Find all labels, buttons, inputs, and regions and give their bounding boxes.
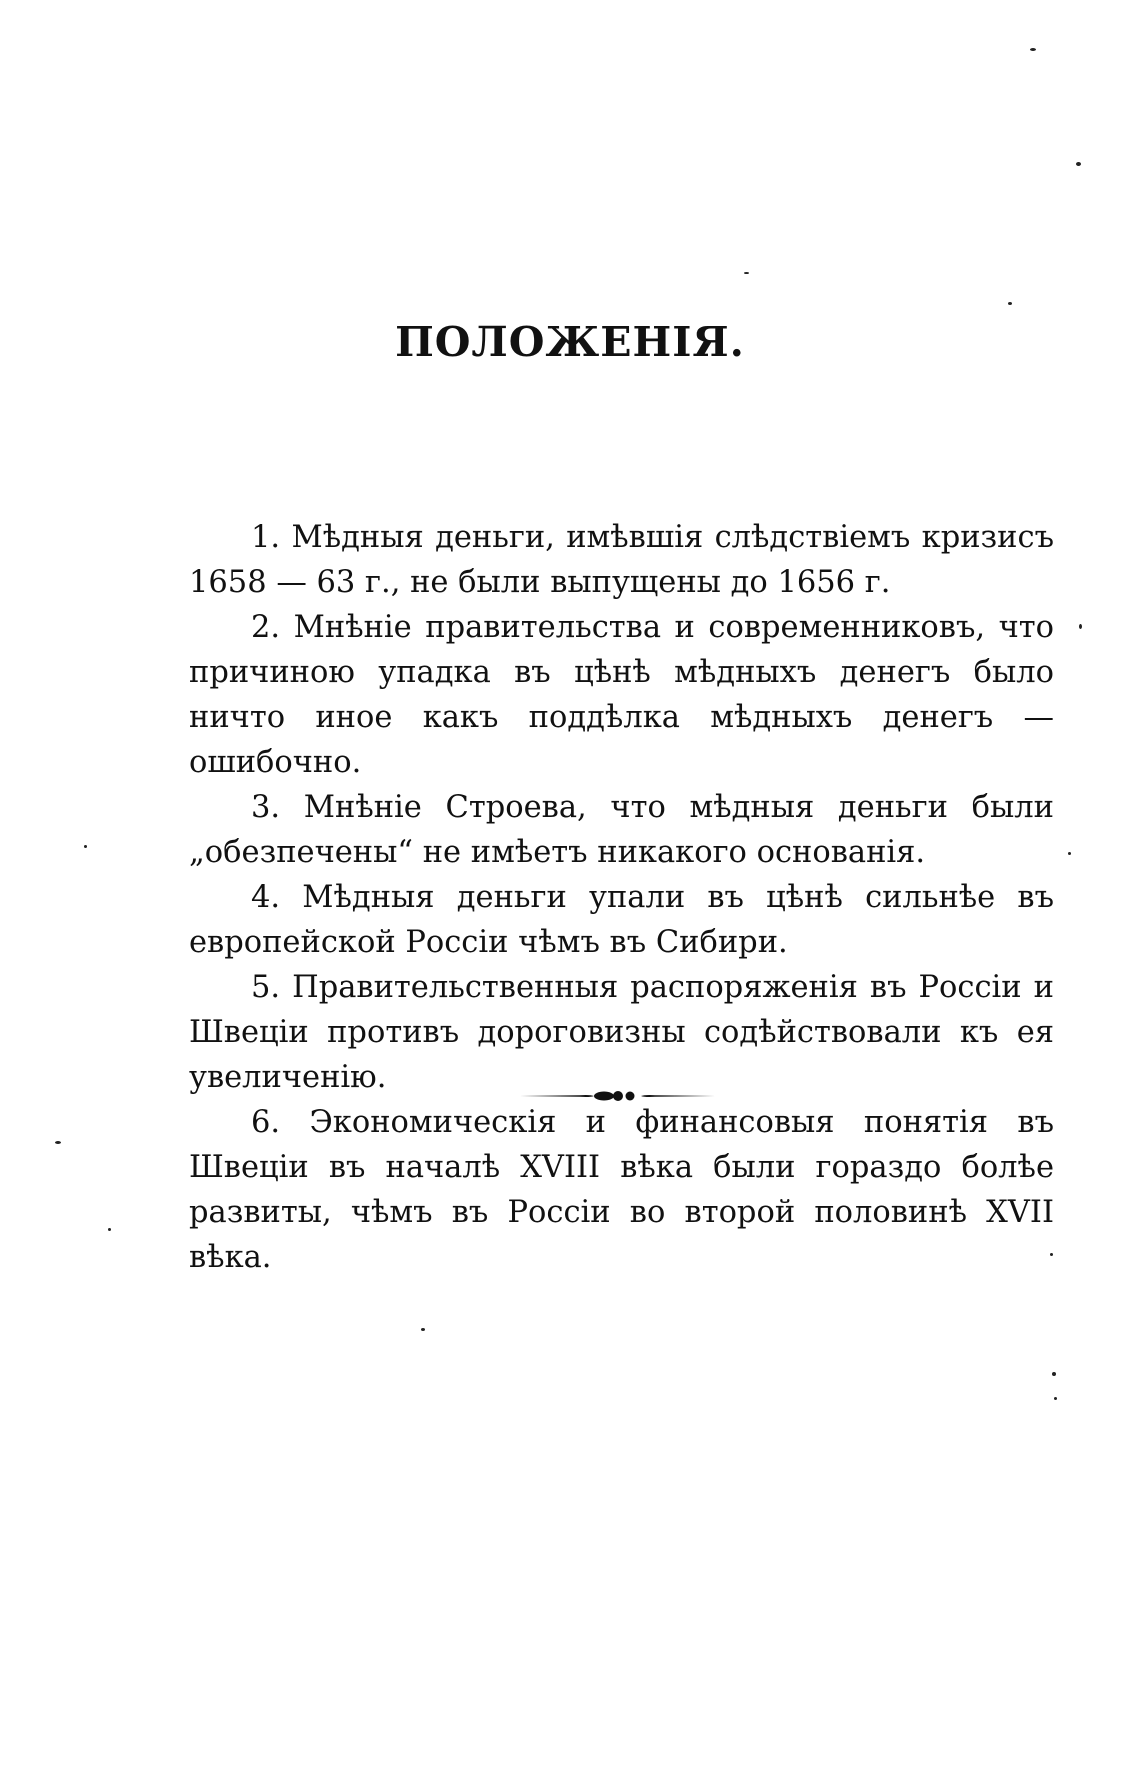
scan-speck: [421, 1328, 425, 1331]
scan-speck: [1030, 48, 1036, 51]
page-title: ПОЛОЖЕНІЯ.: [395, 318, 745, 366]
scan-speck: [1054, 1397, 1057, 1400]
ornament-bead: [626, 1092, 635, 1101]
scan-speck: [1079, 624, 1082, 629]
scan-speck: [84, 845, 87, 848]
ornament-bead: [613, 1091, 623, 1101]
scan-speck: [744, 272, 749, 274]
thesis-item: 2. Мнѣніе правительства и современниковъ, что причиною упадка въ цѣнѣ мѣдныхъ денегъ было ничто иное какъ поддѣлка мѣдныхъ денегъ — ошибочно.: [189, 610, 1054, 780]
thesis-item: 1. Мѣдныя деньги, имѣвшія слѣдствіемъ кризисъ 1658 — 63 г., не были выпущены до 1656 г.: [189, 520, 1054, 600]
theses-list: [189, 515, 1054, 1280]
ornament-bead: [594, 1092, 614, 1101]
scan-speck: [1076, 162, 1081, 166]
thesis-item: 3. Мнѣніе Строева, что мѣдныя деньги были „обезпечены“ не имѣетъ никакого основанія.: [189, 790, 1054, 870]
ornament-line: [641, 1095, 715, 1097]
thesis-item: 4. Мѣдныя деньги упали въ цѣнѣ сильнѣе въ европейской Россіи чѣмъ въ Сибири.: [189, 880, 1054, 960]
scan-speck: [1050, 1253, 1053, 1256]
ornament-divider-icon: [520, 1090, 715, 1102]
scan-speck: [1052, 1372, 1056, 1376]
thesis-item: 5. Правительственныя распоряженія въ Россіи и Швеціи противъ дороговизны содѣйствовали къ ея увеличенію.: [189, 970, 1054, 1095]
scan-speck: [55, 1141, 61, 1144]
thesis-item: 6. Экономическія и финансовыя понятія въ Швеціи въ началѣ XVIII вѣка были гораздо болѣе развиты, чѣмъ въ Россіи во второй половинѣ XVII вѣка.: [189, 1105, 1054, 1275]
scan-speck: [1068, 852, 1071, 855]
scan-speck: [1008, 302, 1012, 305]
scan-speck: [108, 1228, 111, 1231]
ornament-line: [520, 1095, 594, 1097]
